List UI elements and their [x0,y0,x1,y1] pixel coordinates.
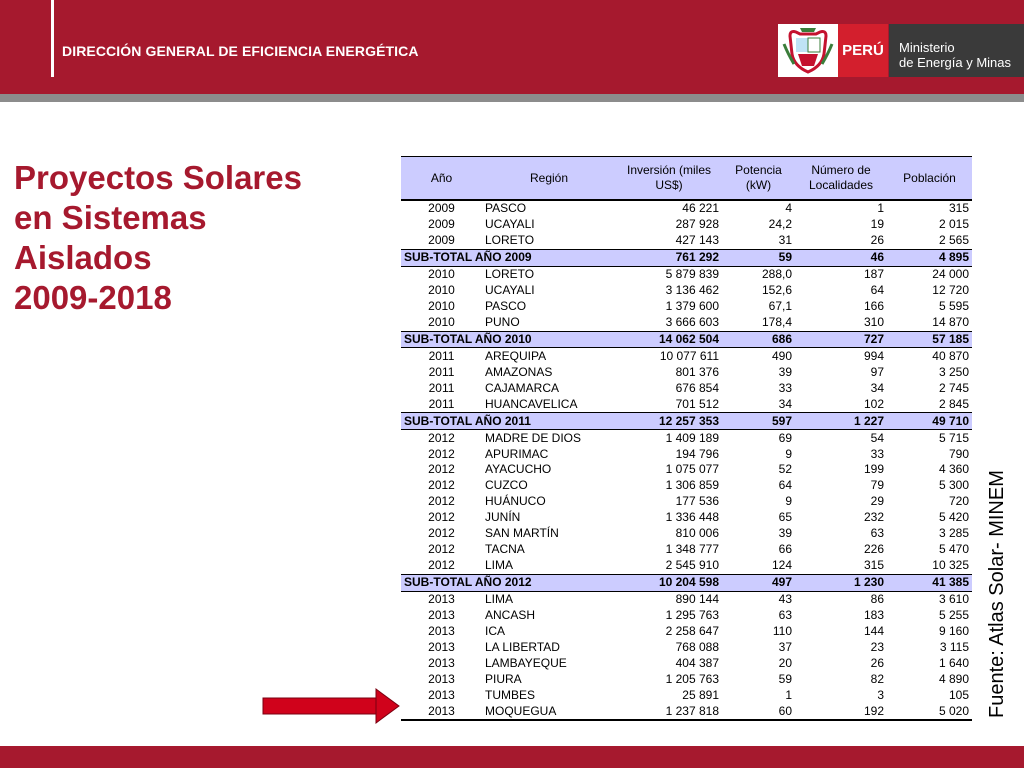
cell-year: 2012 [428,542,455,557]
cell-localities: 19 [870,217,884,232]
cell-population: 3 285 [938,526,969,541]
cell-localities: 26 [870,233,884,248]
cell-investment: 1 295 763 [665,607,719,622]
cell-investment: 1 237 818 [616,703,722,720]
cell-population: 5 420 [938,510,969,525]
cell-region: MOQUEGUA [482,703,616,720]
cell-power: 39 [778,364,792,379]
subtotal-row [401,331,972,348]
cell-population: 40 870 [932,348,969,363]
cell-population: 1 640 [938,655,969,670]
cell-power: 497 [722,574,795,591]
page-title [14,158,374,318]
table-row [401,558,972,574]
table-row [401,687,972,703]
cell-region: ICA [485,623,506,638]
cell-region: CUZCO [485,478,528,493]
cell-power: 33 [778,380,792,395]
cell-localities: 29 [870,494,884,509]
cell-power: 69 [778,430,792,445]
cell-power: 43 [778,591,792,606]
cell-population: 5 255 [938,607,969,622]
cell-investment: 14 062 504 [616,331,722,348]
cell-power: 66 [778,542,792,557]
cell-year: 2012 [428,494,455,509]
cell-year: 2012 [428,558,455,573]
cell-population: 5 715 [938,430,969,445]
table-row [401,396,972,412]
cell-localities: 63 [870,526,884,541]
cell-localities: 33 [870,446,884,461]
cell-power: 686 [722,331,795,348]
cell-power: 59 [778,671,792,686]
cell-region: LAMBAYEQUE [485,655,567,670]
cell-investment: 404 387 [675,655,719,670]
cell-investment: 1 348 777 [665,542,719,557]
cell-region: UCAYALI [485,283,535,298]
cell-year: 2009 [428,233,455,248]
cell-investment: 1 075 077 [665,462,719,477]
logo-ministry-line2: de Energía y Minas [899,55,1012,70]
cell-localities: 64 [870,283,884,298]
subtotal-row [401,413,972,430]
red-arrow-icon [262,688,400,724]
cell-power: 63 [778,607,792,622]
cell-year: 2012 [428,478,455,493]
cell-year: 2013 [428,591,455,606]
cell-localities: 23 [870,639,884,654]
cell-investment: 177 536 [675,494,719,509]
cell-investment: 287 928 [675,217,719,232]
cell-investment: 25 891 [682,687,719,702]
col-header-population: Población [887,157,972,201]
cell-power: 20 [778,655,792,670]
cell-region: HUÁNUCO [485,494,546,509]
cell-power: 9 [785,494,792,509]
table-header-row [401,157,972,201]
cell-year: 2013 [428,607,455,622]
cell-power: 178,4 [761,315,792,330]
cell-investment: 427 143 [675,233,719,248]
cell-localities: 79 [870,478,884,493]
cell-population: 4 360 [938,462,969,477]
cell-year: 2013 [428,623,455,638]
subtotal-label: SUB-TOTAL AÑO 2009 [401,249,616,266]
subtotal-label: SUB-TOTAL AÑO 2010 [401,331,616,348]
cell-investment: 890 144 [675,591,719,606]
cell-population: 24 000 [932,267,969,282]
title-line-1: Proyectos Solares [14,159,302,196]
cell-population: 3 610 [938,591,969,606]
cell-power: 60 [722,703,795,720]
cell-year: 2012 [428,526,455,541]
table-row [401,299,972,315]
table-row [401,494,972,510]
table-row [401,607,972,623]
cell-population: 3 250 [938,364,969,379]
table-row [401,462,972,478]
cell-investment: 1 336 448 [665,510,719,525]
cell-localities: 226 [863,542,884,557]
table-row [401,446,972,462]
table-row [401,542,972,558]
cell-localities: 1 [877,201,884,216]
cell-localities: 1 227 [795,413,887,430]
col-header-investment: Inversión (miles US$) [616,157,722,201]
table-row [401,655,972,671]
cell-year: 2013 [428,655,455,670]
cell-population: 4 895 [887,249,972,266]
cell-investment: 761 292 [616,249,722,266]
cell-year: 2013 [428,687,455,702]
cell-power: 490 [771,348,792,363]
table-row [401,526,972,542]
cell-year: 2012 [428,510,455,525]
table-row [401,217,972,233]
table-row [401,623,972,639]
cell-localities: 46 [795,249,887,266]
cell-localities: 315 [863,558,884,573]
cell-investment: 10 204 598 [616,574,722,591]
header-gray-stripe [0,94,1024,102]
cell-population: 41 385 [887,574,972,591]
table-row [401,266,972,282]
table-row [401,591,972,607]
cell-population: 2 845 [938,396,969,411]
cell-region: AYACUCHO [485,462,552,477]
cell-year: 2013 [401,703,482,720]
cell-investment: 194 796 [675,446,719,461]
cell-population: 2 745 [938,380,969,395]
cell-population: 105 [948,687,969,702]
cell-localities: 232 [863,510,884,525]
cell-localities: 166 [863,299,884,314]
cell-region: LIMA [485,591,514,606]
col-header-power: Potencia (kW) [722,157,795,201]
cell-population: 5 020 [887,703,972,720]
cell-region: LORETO [485,267,535,282]
header-title: DIRECCIÓN GENERAL DE EFICIENCIA ENERGÉTICA [62,43,419,59]
cell-power: 597 [722,413,795,430]
cell-localities: 26 [870,655,884,670]
cell-localities: 310 [863,315,884,330]
cell-power: 4 [785,201,792,216]
cell-region: UCAYALI [485,217,535,232]
subtotal-row [401,574,972,591]
cell-localities: 102 [863,396,884,411]
cell-localities: 183 [863,607,884,622]
cell-investment: 46 221 [682,201,719,216]
cell-region: AMAZONAS [485,364,553,379]
cell-power: 64 [778,478,792,493]
header-divider [51,0,54,77]
cell-population: 315 [948,201,969,216]
cell-power: 110 [772,623,792,638]
subtotal-label: SUB-TOTAL AÑO 2011 [401,413,616,430]
cell-region: PUNO [485,315,520,330]
table-row [401,639,972,655]
cell-investment: 676 854 [675,380,719,395]
cell-region: MADRE DE DIOS [485,430,582,445]
cell-investment: 1 379 600 [665,299,719,314]
cell-year: 2011 [428,380,455,395]
title-line-3: Aislados [14,239,152,276]
cell-year: 2009 [428,201,455,216]
cell-year: 2010 [428,315,455,330]
cell-population: 720 [948,494,969,509]
cell-population: 3 115 [939,639,969,654]
cell-region: CAJAMARCA [485,380,560,395]
cell-power: 65 [778,510,792,525]
cell-population: 2 015 [938,217,969,232]
cell-region: JUNÍN [485,510,521,525]
cell-year: 2012 [428,462,455,477]
peru-coat-of-arms-icon [778,24,838,77]
table-row [401,233,972,249]
cell-power: 1 [785,687,792,702]
cell-population: 5 470 [938,542,969,557]
cell-power: 52 [778,462,792,477]
title-line-2: en Sistemas [14,199,207,236]
logo-peru: PERÚ [838,24,888,77]
table-row [401,510,972,526]
cell-population: 49 710 [887,413,972,430]
cell-power: 9 [785,446,792,461]
cell-investment: 810 006 [675,526,719,541]
cell-year: 2013 [428,639,455,654]
cell-population: 57 185 [887,331,972,348]
cell-power: 288,0 [761,267,792,282]
table-body [401,200,972,720]
cell-investment: 10 077 611 [659,348,719,363]
cell-region: TUMBES [485,687,536,702]
title-line-4: 2009-2018 [14,279,172,316]
cell-year: 2012 [428,446,455,461]
cell-population: 9 160 [938,623,969,638]
cell-region: LA LIBERTAD [485,639,560,654]
source-note: Fuente: Atlas Solar- MINEM [986,470,1008,718]
table-row [401,671,972,687]
cell-power: 59 [722,249,795,266]
cell-population: 5 300 [938,478,969,493]
cell-population: 12 720 [932,283,969,298]
cell-population: 790 [948,446,969,461]
cell-investment: 2 258 647 [665,623,719,638]
cell-power: 152,6 [761,283,792,298]
cell-region: SAN MARTÍN [485,526,559,541]
col-header-region: Región [482,157,616,201]
cell-region: ANCASH [485,607,536,622]
cell-power: 67,1 [768,299,792,314]
cell-year: 2010 [428,283,455,298]
cell-power: 124 [771,558,792,573]
footer-bar [0,746,1024,768]
cell-investment: 768 088 [675,639,719,654]
table-row [401,315,972,331]
cell-region: HUANCAVELICA [485,396,578,411]
cell-localities: 97 [870,364,884,379]
cell-localities: 3 [877,687,884,702]
cell-region: APURIMAC [485,446,549,461]
cell-localities: 192 [795,703,887,720]
cell-population: 4 890 [938,671,969,686]
cell-year: 2010 [428,299,455,314]
cell-investment: 1 306 859 [665,478,719,493]
cell-investment: 12 257 353 [616,413,722,430]
cell-power: 24,2 [768,217,792,232]
cell-year: 2013 [428,671,455,686]
table-row [401,703,972,720]
cell-year: 2012 [428,430,455,445]
cell-population: 2 565 [938,233,969,248]
cell-year: 2010 [428,267,455,282]
cell-region: PIURA [485,671,522,686]
table-row [401,200,972,217]
cell-investment: 1 409 189 [665,430,719,445]
cell-power: 31 [778,233,792,248]
cell-year: 2009 [428,217,455,232]
cell-investment: 5 879 839 [665,267,719,282]
cell-power: 39 [778,526,792,541]
cell-region: PASCO [485,299,527,314]
cell-investment: 801 376 [675,364,719,379]
cell-localities: 144 [863,623,884,638]
projects-table [401,156,972,721]
cell-investment: 3 136 462 [665,283,719,298]
cell-population: 5 595 [938,299,969,314]
cell-localities: 187 [863,267,884,282]
cell-region: TACNA [485,542,525,557]
cell-localities: 82 [870,671,884,686]
subtotal-label: SUB-TOTAL AÑO 2012 [401,574,616,591]
cell-localities: 86 [870,591,884,606]
table-row [401,364,972,380]
cell-power: 37 [778,639,792,654]
cell-localities: 994 [863,348,884,363]
col-header-localities: Número de Localidades [795,157,887,201]
table-row [401,478,972,494]
cell-region: LIMA [485,558,514,573]
cell-population: 10 325 [932,558,969,573]
cell-population: 14 870 [932,315,969,330]
cell-investment: 2 545 910 [665,558,719,573]
cell-region: AREQUIPA [485,348,547,363]
cell-investment: 1 205 763 [665,671,719,686]
table-row [401,283,972,299]
table-row [401,348,972,364]
cell-localities: 34 [870,380,884,395]
logo-ministry-line1: Ministerio [899,40,955,55]
cell-localities: 727 [795,331,887,348]
logo-ministry [889,24,1024,77]
cell-localities: 54 [870,430,884,445]
header-bar [0,0,1024,94]
cell-year: 2011 [428,396,455,411]
table-row [401,380,972,396]
cell-localities: 199 [863,462,884,477]
cell-region: LORETO [485,233,535,248]
cell-investment: 701 512 [675,396,719,411]
cell-localities: 1 230 [795,574,887,591]
subtotal-row [401,249,972,266]
cell-year: 2011 [428,348,455,363]
cell-power: 34 [778,396,792,411]
projects-table-container [401,156,972,721]
col-header-year: Año [401,157,482,201]
cell-investment: 3 666 603 [665,315,719,330]
cell-region: PASCO [485,201,527,216]
table-row [401,430,972,446]
cell-year: 2011 [428,364,455,379]
